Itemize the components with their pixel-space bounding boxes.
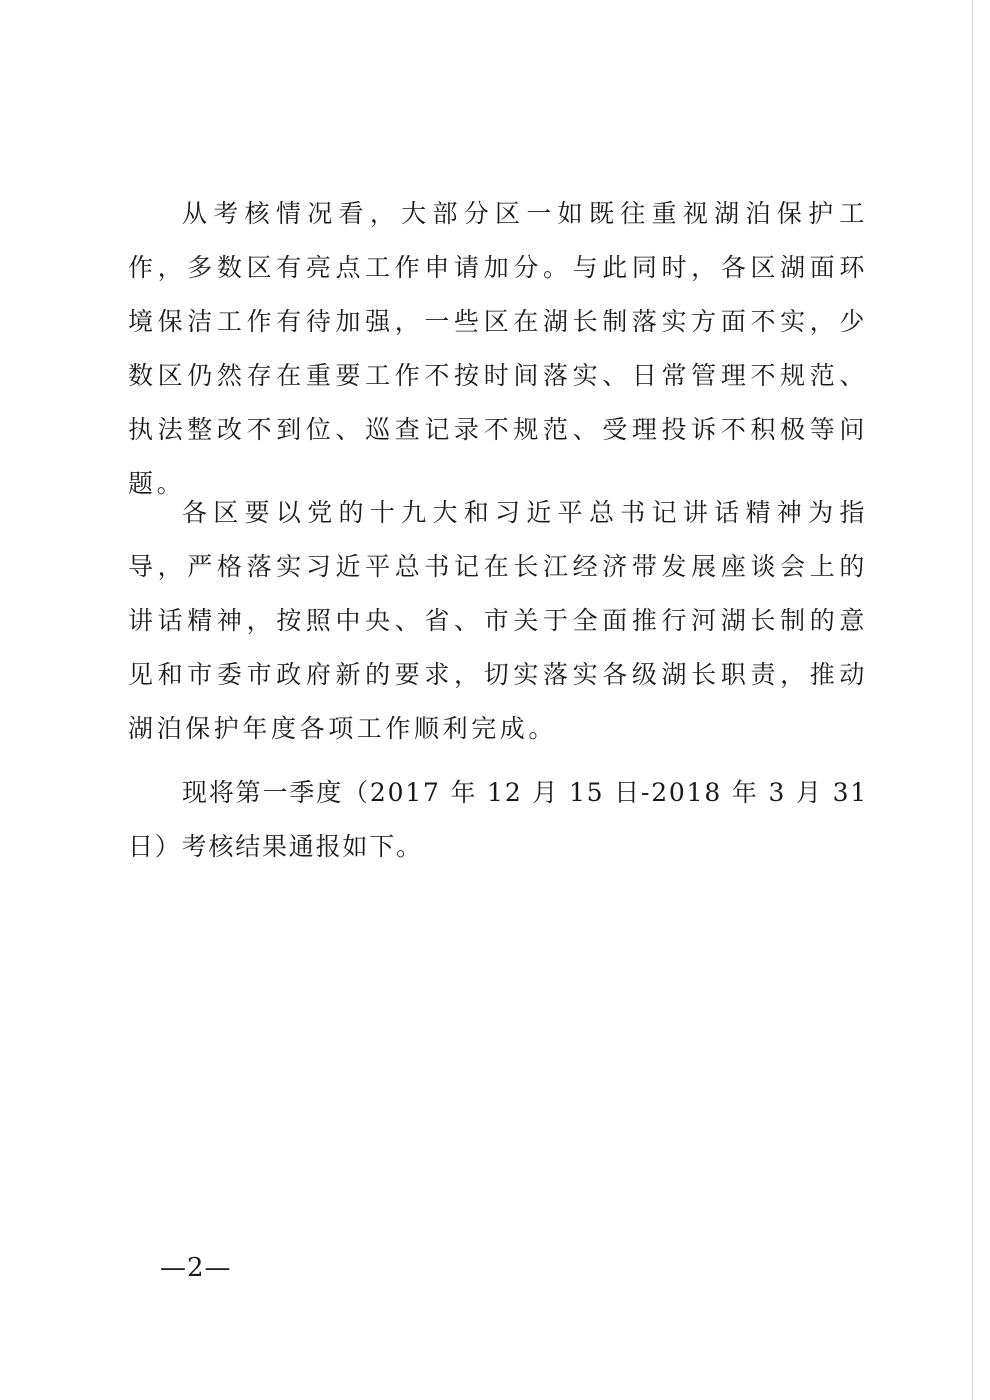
scan-edge-line: [972, 0, 973, 1400]
paragraph-requirements: 各区要以党的十九大和习近平总书记讲话精神为指导，严格落实习近平总书记在长江经济带发展座谈会上的讲话精神，按照中央、省、市关于全面推行河湖长制的意见和市委市政府新的要求，切实落实各级湖长职责，推动湖泊保护年度各项工作顺利完成。: [128, 498, 868, 743]
paragraph-results-notice: 现将第一季度（2017 年 12 月 15 日-2018 年 3 月 31 日）考核结果通报如下。: [128, 778, 868, 861]
paragraph-assessment-overview: 从考核情况看，大部分区一如既往重视湖泊保护工作，多数区有亮点工作申请加分。与此同时，各区湖面环境保洁工作有待加强，一些区在湖长制落实方面不实，少数区仍然存在重要工作不按时间落实、日常管理不规范、执法整改不到位、巡查记录不规范、受理投诉不积极等问题。: [128, 199, 868, 498]
page-number: —2—: [160, 1253, 232, 1283]
